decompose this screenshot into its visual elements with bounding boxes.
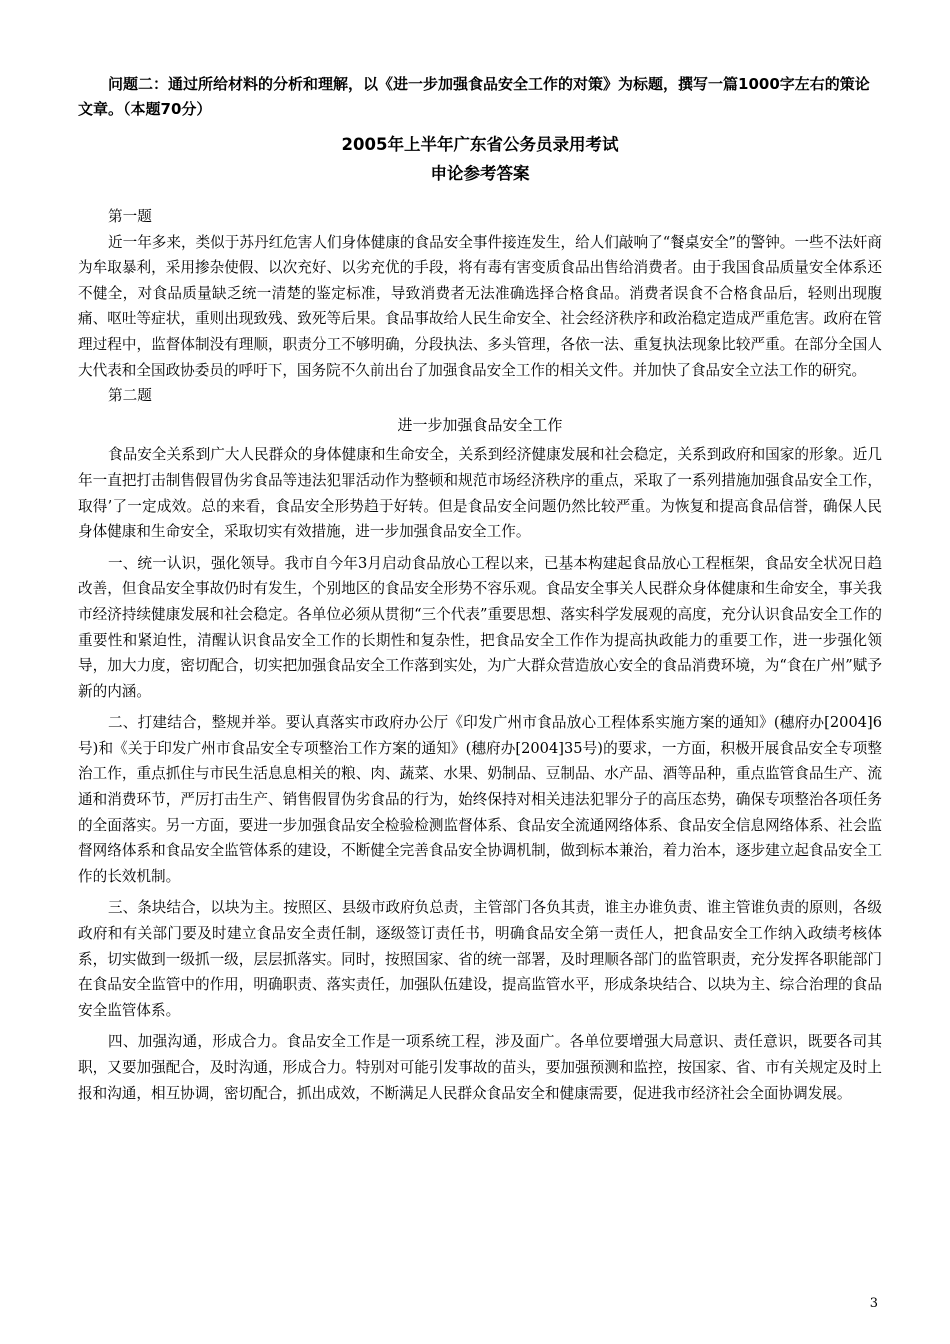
section-one-heading: 第一题: [108, 208, 152, 225]
section-two-heading: 第二题: [108, 387, 152, 405]
page-number: 3: [869, 1296, 878, 1311]
question-two-text: 问题二：通过所给材料的分析和理解，以《进一步加强食品安全工作的对策》为标题，撰写一篇1000字左右的策论文章。（本题70分）: [78, 75, 870, 118]
essay-paragraph-one: 一、统一认识，强化领导。我市自今年3月启动食品放心工程以来，已基本构建起食品放心工程框架，食品安全状况日趋改善，但食品安全事故仍时有发生，个别地区的食品安全形势不容乐观。食品安全事关人民群众身体健康和生命安全，事关我市经济持续健康发展和社会稳定。各单位必须从贯彻“三个代表”重要思想、落实科学发展观的高度，充分认识食品安全工作的重要性和紧迫性，清醒认识食品安全工作的长期性和复杂性，把食品安全工作作为提高执政能力的重要工作，进一步强化领导，加大力度，密切配合，切实把加强食品安全工作落到实处，为广大群众营造放心安全的食品消费环境，为“食在广州”赋予新的内涵。: [78, 554, 882, 700]
section-one-paragraph: 近一年多来，类似于苏丹红危害人们身体健康的食品安全事件接连发生，给人们敲响了“餐桌安全”的警钟。一些不法奸商为牟取暴利，采用掺杂使假、以次充好、以劣充优的手段，将有毒有害变质食品出售给消费者。由于我国食品质量安全体系还不健全，对食品质量缺乏统一清楚的鉴定标准，导致消费者无法准确选择合格食品。消费者误食不合格食品后，轻则出现腹痛、呕吐等症状，重则出现致残、致死等后果。食品事故给人民生命安全、社会经济秩序和政治稳定造成严重危害。政府在管理过程中，监督体制没有理顺，职责分工不够明确，分段执法、多头管理，各依一法、重复执法现象比较严重。在部分全国人大代表和全国政协委员的呼吁下，国务院不久前出台了加强食品安全工作的相关文件。并加快了食品安全立法工作的研究。: [78, 233, 882, 379]
document-page: [78, 72, 882, 1106]
essay-paragraph-two: 二、打建结合，整规并举。要认真落实市政府办公厅《印发广州市食品放心工程体系实施方案的通知》(穗府办[2004]6号)和《关于印发广州市食品安全专项整治工作方案的通知》(穗府办[2004]35号)的要求，一方面，积极开展食品安全专项整治工作，重点抓住与市民生活息息相关的粮、肉、蔬菜、水果、奶制品、豆制品、水产品、酒等品种，重点监管食品生产、流通和消费环节，严厉打击生产、销售假冒伪劣食品的行为，始终保持对相关违法犯罪分子的高压态势，确保专项整治各项任务的全面落实。另一方面，要进一步加强食品安全检验检测监督体系、食品安全流通网络体系、食品安全信息网络体系、社会监督网络体系和食品安全监管体系的建设，不断健全完善食品安全协调机制，做到标本兼治，着力治本，逐步建立起食品安全工作的长效机制。: [78, 714, 882, 885]
essay-title: 进一步加强食品安全工作: [397, 415, 563, 434]
essay-paragraph-four: 四、加强沟通，形成合力。食品安全工作是一项系统工程，涉及面广。各单位要增强大局意识、责任意识，既要各司其职，又要加强配合，及时沟通，形成合力。特别对可能引发事故的苗头，要加强预测和监控，按国家、省、市有关规定及时上报和沟通，相互协调，密切配合，抓出成效，不断满足人民群众食品安全和健康需要，促进我市经济社会全面协调发展。: [78, 1033, 882, 1102]
essay-paragraph-three: 三、条块结合，以块为主。按照区、县级市政府负总责，主管部门各负其责，谁主办谁负责、谁主管谁负责的原则，各级政府和有关部门要及时建立食品安全责任制，逐级签订责任书，明确食品安全第一责任人，把食品安全工作纳入政绩考核体系，切实做到一级抓一级，层层抓落实。同时，按照国家、省的统一部署，及时理顺各部门的监管职责，充分发挥各职能部门在食品安全监管中的作用，明确职责、落实责任，加强队伍建设，提高监管水平，形成条块结合、以块为主、综合治理的食品安全监管体系。: [78, 899, 882, 1019]
document-subtitle: 申论参考答案: [430, 164, 530, 183]
document-title: 2005年上半年广东省公务员录用考试: [341, 135, 619, 154]
essay-paragraph-intro: 食品安全关系到广大人民群众的身体健康和生命安全，关系到经济健康发展和社会稳定，关系到政府和国家的形象。近几年一直把打击制售假冒伪劣食品等违法犯罪活动作为整顿和规范市场经济秩序的重点，采取了一系列措施加强食品安全工作，取得’了一定成效。总的来看，食品安全形势趋于好转。但是食品安全问题仍然比较严重。为恢复和提高食品信誉，确保人民身体健康和生命安全，采取切实有效措施，进一步加强食品安全工作。: [78, 446, 882, 541]
